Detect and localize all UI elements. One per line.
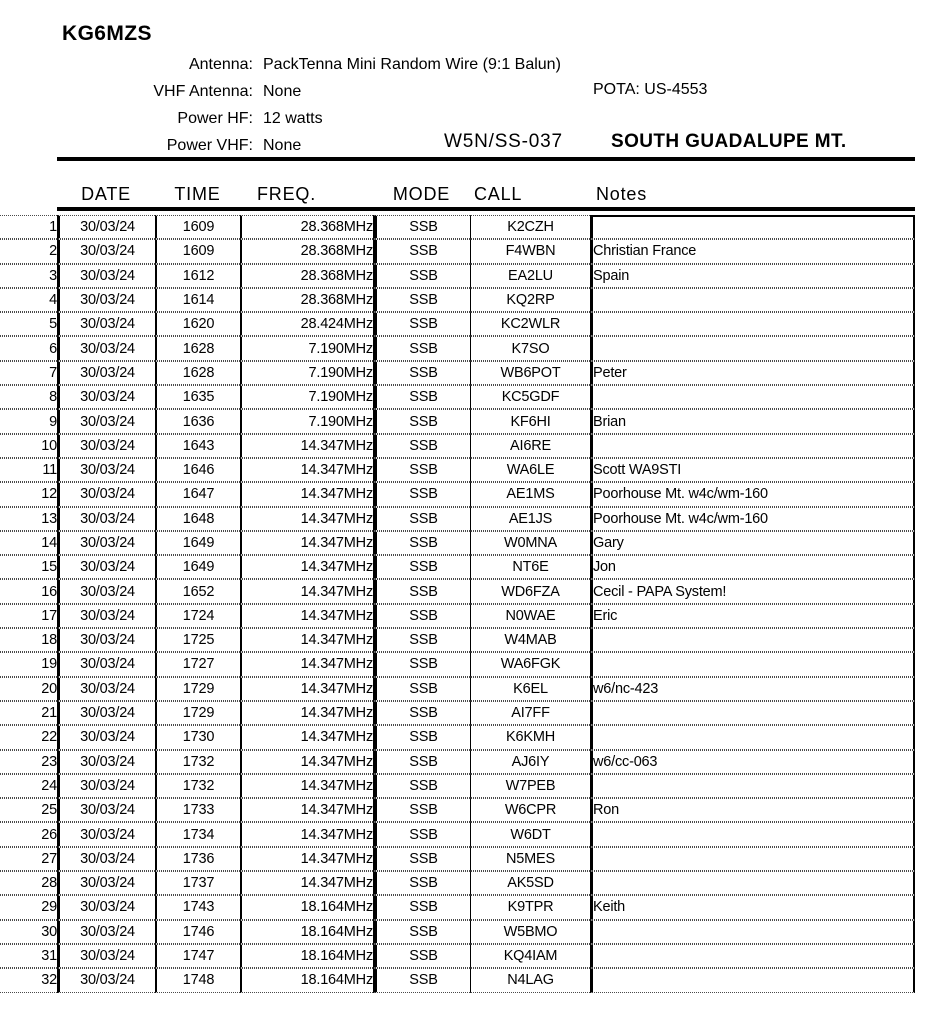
mode-cell: SSB [373,604,470,628]
mode-cell: SSB [373,264,470,288]
date-cell: 30/03/24 [57,264,155,288]
mode-cell: SSB [373,798,470,822]
log-row [0,555,915,579]
mode-cell: SSB [373,555,470,579]
notes-cell: Scott WA9STI [590,458,915,482]
date-cell: 30/03/24 [57,239,155,263]
freq-cell: 14.347MHz [240,750,373,774]
freq-cell: 7.190MHz [240,361,373,385]
power-hf-value: 12 watts [263,109,323,127]
time-cell: 1649 [155,555,240,579]
date-cell: 30/03/24 [57,531,155,555]
notes-cell: Keith [590,895,915,919]
call-cell: N0WAE [470,604,590,628]
date-cell: 30/03/24 [57,968,155,992]
call-cell: K2CZH [470,215,590,239]
row-number: 24 [0,774,57,798]
row-number: 20 [0,677,57,701]
call-cell: F4WBN [470,239,590,263]
log-row [0,409,915,433]
time-cell: 1730 [155,725,240,749]
date-cell: 30/03/24 [57,628,155,652]
info-row-antenna [0,51,561,78]
mode-cell: SSB [373,652,470,676]
freq-cell: 28.368MHz [240,264,373,288]
notes-cell: Christian France [590,239,915,263]
time-cell: 1620 [155,312,240,336]
sota-reference: W5N/SS-037 [444,131,563,152]
date-cell: 30/03/24 [57,774,155,798]
row-number: 32 [0,968,57,992]
row-number: 8 [0,385,57,409]
mode-cell: SSB [373,336,470,360]
mode-cell: SSB [373,628,470,652]
mode-cell: SSB [373,385,470,409]
call-cell: AI6RE [470,434,590,458]
freq-cell: 14.347MHz [240,458,373,482]
date-cell: 30/03/24 [57,361,155,385]
time-cell: 1628 [155,336,240,360]
date-cell: 30/03/24 [57,336,155,360]
time-cell: 1636 [155,409,240,433]
call-cell: KQ2RP [470,288,590,312]
mode-cell: SSB [373,239,470,263]
row-number: 3 [0,264,57,288]
mode-cell: SSB [373,579,470,603]
log-row [0,944,915,968]
log-row [0,507,915,531]
call-cell: EA2LU [470,264,590,288]
call-cell: AE1MS [470,482,590,506]
notes-cell: w6/nc-423 [590,677,915,701]
time-cell: 1734 [155,822,240,846]
log-row [0,871,915,895]
call-cell: KC5GDF [470,385,590,409]
date-cell: 30/03/24 [57,847,155,871]
log-row [0,288,915,312]
time-cell: 1643 [155,434,240,458]
date-cell: 30/03/24 [57,409,155,433]
notes-cell: Peter [590,361,915,385]
time-cell: 1609 [155,215,240,239]
table-header-rule [57,207,915,211]
date-cell: 30/03/24 [57,507,155,531]
call-cell: AJ6IY [470,750,590,774]
log-table [0,215,915,993]
station-callsign: KG6MZS [62,22,152,45]
log-row [0,604,915,628]
time-cell: 1748 [155,968,240,992]
freq-cell: 14.347MHz [240,604,373,628]
call-cell: W5BMO [470,920,590,944]
mode-cell: SSB [373,677,470,701]
time-cell: 1612 [155,264,240,288]
freq-cell: 14.347MHz [240,434,373,458]
mode-cell: SSB [373,725,470,749]
notes-cell: Brian [590,409,915,433]
mode-cell: SSB [373,774,470,798]
notes-cell [590,336,915,360]
notes-cell [590,215,915,239]
freq-cell: 14.347MHz [240,531,373,555]
freq-cell: 18.164MHz [240,895,373,919]
mode-cell: SSB [373,361,470,385]
column-header-mode: MODE [392,184,451,204]
log-row [0,434,915,458]
mode-cell: SSB [373,531,470,555]
row-number: 5 [0,312,57,336]
power-vhf-label: Power VHF: [166,136,253,154]
notes-cell: Cecil - PAPA System! [590,579,915,603]
freq-cell: 14.347MHz [240,871,373,895]
date-cell: 30/03/24 [57,750,155,774]
log-row [0,531,915,555]
mode-cell: SSB [373,701,470,725]
freq-cell: 28.368MHz [240,288,373,312]
call-cell: W6CPR [470,798,590,822]
date-cell: 30/03/24 [57,652,155,676]
notes-cell [590,968,915,992]
freq-cell: 14.347MHz [240,774,373,798]
notes-cell [590,652,915,676]
freq-cell: 14.347MHz [240,798,373,822]
freq-cell: 28.368MHz [240,239,373,263]
row-number: 28 [0,871,57,895]
info-row-power-hf [0,105,561,132]
row-number: 9 [0,409,57,433]
mode-cell: SSB [373,968,470,992]
date-cell: 30/03/24 [57,725,155,749]
date-cell: 30/03/24 [57,944,155,968]
notes-cell [590,288,915,312]
mode-cell: SSB [373,895,470,919]
mode-cell: SSB [373,482,470,506]
call-cell: AE1JS [470,507,590,531]
log-row [0,652,915,676]
time-cell: 1614 [155,288,240,312]
notes-cell [590,701,915,725]
date-cell: 30/03/24 [57,288,155,312]
log-row [0,822,915,846]
time-cell: 1727 [155,652,240,676]
time-cell: 1724 [155,604,240,628]
time-cell: 1729 [155,701,240,725]
column-header-time: TIME [174,184,221,204]
call-cell: AK5SD [470,871,590,895]
freq-cell: 7.190MHz [240,385,373,409]
freq-cell: 14.347MHz [240,482,373,506]
time-cell: 1646 [155,458,240,482]
time-cell: 1737 [155,871,240,895]
date-cell: 30/03/24 [57,822,155,846]
log-row [0,312,915,336]
notes-cell [590,847,915,871]
call-cell: N5MES [470,847,590,871]
freq-cell: 7.190MHz [240,409,373,433]
time-cell: 1747 [155,944,240,968]
mode-cell: SSB [373,434,470,458]
time-cell: 1649 [155,531,240,555]
row-number: 16 [0,579,57,603]
notes-cell: Ron [590,798,915,822]
date-cell: 30/03/24 [57,385,155,409]
column-header-call: CALL [474,184,523,204]
log-row [0,264,915,288]
log-row [0,677,915,701]
date-cell: 30/03/24 [57,579,155,603]
notes-cell [590,385,915,409]
freq-cell: 18.164MHz [240,944,373,968]
freq-cell: 18.164MHz [240,968,373,992]
row-number: 31 [0,944,57,968]
time-cell: 1733 [155,798,240,822]
time-cell: 1635 [155,385,240,409]
row-number: 14 [0,531,57,555]
call-cell: WD6FZA [470,579,590,603]
freq-cell: 14.347MHz [240,847,373,871]
row-number: 4 [0,288,57,312]
row-number: 13 [0,507,57,531]
date-cell: 30/03/24 [57,458,155,482]
column-header-date: DATE [81,184,131,204]
row-number: 11 [0,458,57,482]
power-hf-label: Power HF: [177,109,253,127]
mode-cell: SSB [373,944,470,968]
call-cell: KQ4IAM [470,944,590,968]
mode-cell: SSB [373,822,470,846]
date-cell: 30/03/24 [57,555,155,579]
freq-cell: 14.347MHz [240,677,373,701]
time-cell: 1725 [155,628,240,652]
log-row [0,215,915,239]
mode-cell: SSB [373,507,470,531]
call-cell: K7SO [470,336,590,360]
call-cell: KC2WLR [470,312,590,336]
row-number: 25 [0,798,57,822]
notes-cell [590,774,915,798]
log-row [0,579,915,603]
row-number: 29 [0,895,57,919]
notes-cell [590,944,915,968]
log-row [0,628,915,652]
mode-cell: SSB [373,871,470,895]
row-number: 2 [0,239,57,263]
date-cell: 30/03/24 [57,677,155,701]
mode-cell: SSB [373,288,470,312]
call-cell: W0MNA [470,531,590,555]
log-table-body [0,215,915,993]
time-cell: 1628 [155,361,240,385]
row-number: 30 [0,920,57,944]
freq-cell: 14.347MHz [240,701,373,725]
freq-cell: 14.347MHz [240,579,373,603]
notes-cell [590,628,915,652]
call-cell: K6KMH [470,725,590,749]
log-row [0,895,915,919]
notes-cell: Eric [590,604,915,628]
freq-cell: 28.424MHz [240,312,373,336]
time-cell: 1647 [155,482,240,506]
time-cell: 1732 [155,774,240,798]
notes-cell [590,822,915,846]
pota-reference: POTA: US-4553 [593,81,708,98]
time-cell: 1729 [155,677,240,701]
log-row [0,361,915,385]
mode-cell: SSB [373,847,470,871]
summit-name: SOUTH GUADALUPE MT. [611,131,847,152]
mode-cell: SSB [373,312,470,336]
notes-cell [590,312,915,336]
row-number: 22 [0,725,57,749]
date-cell: 30/03/24 [57,434,155,458]
notes-cell: Poorhouse Mt. w4c/wm-160 [590,507,915,531]
time-cell: 1648 [155,507,240,531]
row-number: 15 [0,555,57,579]
row-number: 26 [0,822,57,846]
mode-cell: SSB [373,920,470,944]
log-row [0,750,915,774]
row-number: 17 [0,604,57,628]
log-row [0,482,915,506]
mode-cell: SSB [373,215,470,239]
log-row [0,847,915,871]
call-cell: WB6POT [470,361,590,385]
log-row [0,385,915,409]
log-row [0,701,915,725]
vhf-antenna-value: None [263,82,302,100]
date-cell: 30/03/24 [57,895,155,919]
column-header-notes: Notes [596,184,648,204]
call-cell: K6EL [470,677,590,701]
notes-cell: Spain [590,264,915,288]
row-number: 10 [0,434,57,458]
log-row [0,920,915,944]
freq-cell: 14.347MHz [240,725,373,749]
log-row [0,774,915,798]
log-row [0,725,915,749]
row-number: 21 [0,701,57,725]
call-cell: AI7FF [470,701,590,725]
time-cell: 1746 [155,920,240,944]
antenna-value: PackTenna Mini Random Wire (9:1 Balun) [263,55,561,73]
date-cell: 30/03/24 [57,920,155,944]
call-cell: WA6LE [470,458,590,482]
notes-cell [590,920,915,944]
date-cell: 30/03/24 [57,701,155,725]
header-divider-rule [57,157,915,161]
freq-cell: 7.190MHz [240,336,373,360]
mode-cell: SSB [373,409,470,433]
row-number: 12 [0,482,57,506]
freq-cell: 14.347MHz [240,652,373,676]
freq-cell: 28.368MHz [240,215,373,239]
freq-cell: 14.347MHz [240,507,373,531]
log-row [0,458,915,482]
call-cell: NT6E [470,555,590,579]
notes-cell: Gary [590,531,915,555]
call-cell: N4LAG [470,968,590,992]
row-number: 27 [0,847,57,871]
freq-cell: 14.347MHz [240,628,373,652]
row-number: 6 [0,336,57,360]
time-cell: 1652 [155,579,240,603]
vhf-antenna-label: VHF Antenna: [153,82,253,100]
date-cell: 30/03/24 [57,215,155,239]
log-row [0,798,915,822]
notes-cell [590,725,915,749]
date-cell: 30/03/24 [57,312,155,336]
row-number: 18 [0,628,57,652]
log-row [0,239,915,263]
log-row [0,336,915,360]
column-header-freq: FREQ. [257,184,317,204]
time-cell: 1743 [155,895,240,919]
notes-cell [590,871,915,895]
time-cell: 1736 [155,847,240,871]
row-number: 23 [0,750,57,774]
call-cell: WA6FGK [470,652,590,676]
notes-cell: Jon [590,555,915,579]
date-cell: 30/03/24 [57,798,155,822]
mode-cell: SSB [373,458,470,482]
time-cell: 1609 [155,239,240,263]
date-cell: 30/03/24 [57,482,155,506]
call-cell: W6DT [470,822,590,846]
call-cell: W4MAB [470,628,590,652]
notes-cell: w6/cc-063 [590,750,915,774]
call-cell: W7PEB [470,774,590,798]
power-vhf-value: None [263,136,302,154]
date-cell: 30/03/24 [57,871,155,895]
info-row-vhf-antenna [0,78,561,105]
freq-cell: 18.164MHz [240,920,373,944]
mode-cell: SSB [373,750,470,774]
row-number: 19 [0,652,57,676]
notes-cell [590,434,915,458]
call-cell: K9TPR [470,895,590,919]
row-number: 1 [0,215,57,239]
notes-cell: Poorhouse Mt. w4c/wm-160 [590,482,915,506]
date-cell: 30/03/24 [57,604,155,628]
freq-cell: 14.347MHz [240,555,373,579]
time-cell: 1732 [155,750,240,774]
antenna-label: Antenna: [188,55,253,73]
log-row [0,968,915,992]
call-cell: KF6HI [470,409,590,433]
freq-cell: 14.347MHz [240,822,373,846]
row-number: 7 [0,361,57,385]
